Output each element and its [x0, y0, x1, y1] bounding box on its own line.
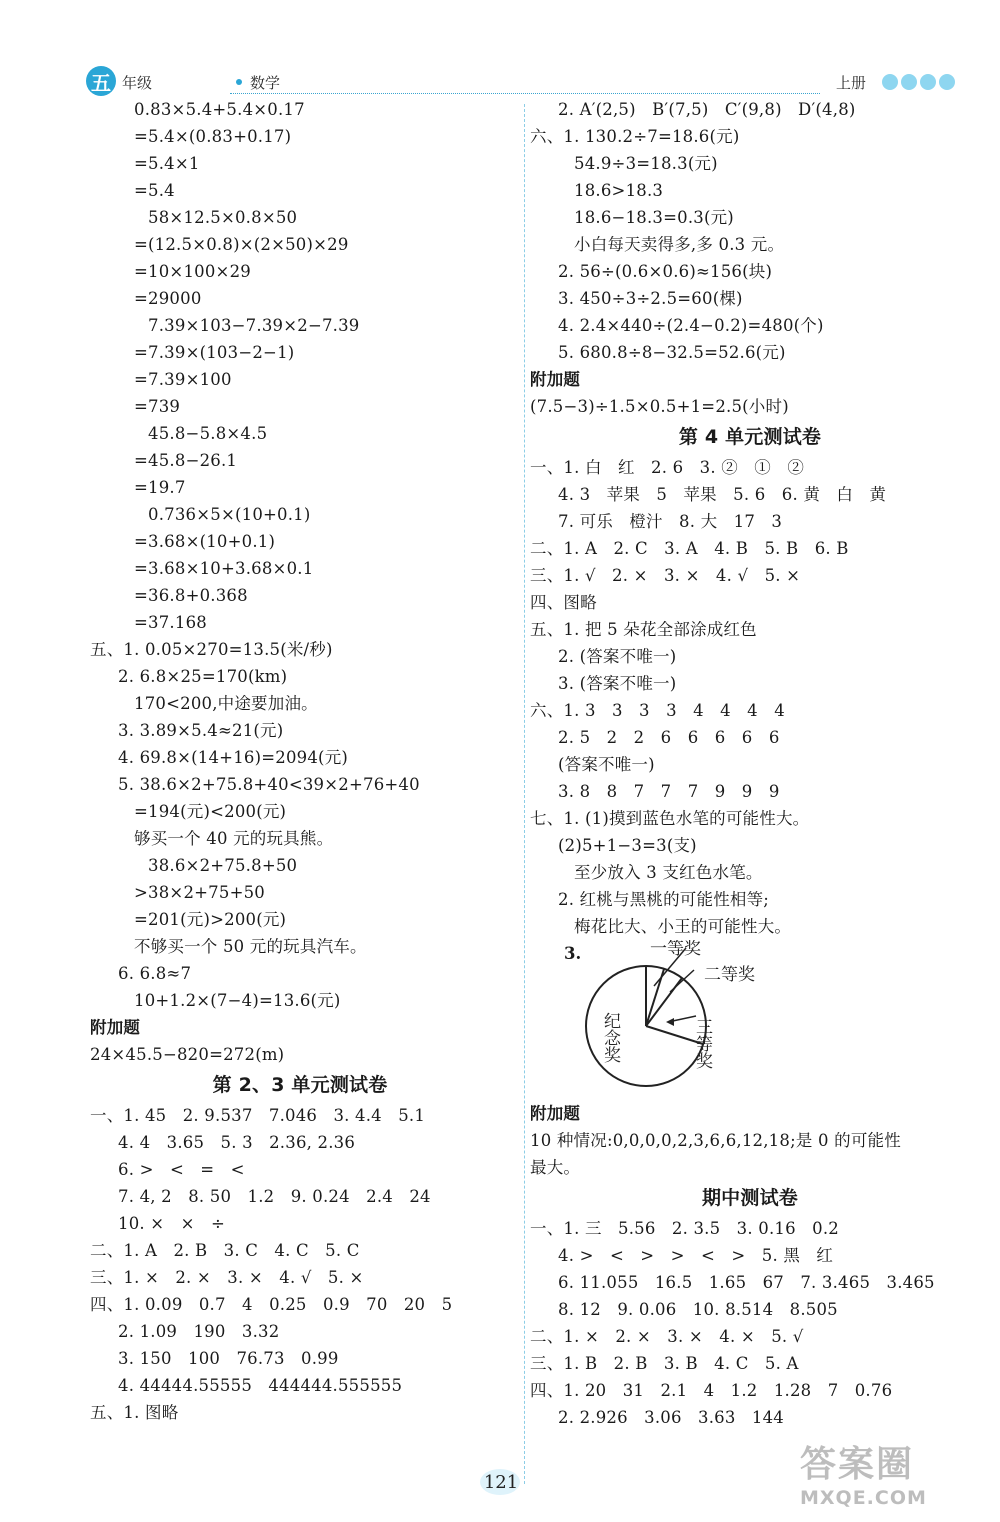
answer-line: 3. 8 8 7 7 7 9 9 9 — [558, 782, 780, 801]
page-number: 121 — [478, 1468, 524, 1498]
answer-line: 24×45.5−820=272(m) — [90, 1045, 285, 1064]
right-column-bottom — [530, 1100, 970, 1431]
answer-line: 18.6−18.3=0.3(元) — [574, 208, 734, 227]
answer-line: 最大。 — [530, 1158, 581, 1177]
section-title: 第 4 单元测试卷 — [678, 426, 822, 448]
answer-line: 45.8−5.8×4.5 — [148, 424, 268, 443]
header-divider — [230, 93, 820, 94]
answer-line: 5. 680.8÷8−32.5=52.6(元) — [558, 343, 786, 362]
answer-line: 54.9÷3=18.3(元) — [574, 154, 718, 173]
answer-line: =7.39×(103−2−1) — [134, 343, 295, 362]
answer-line: =19.7 — [134, 478, 186, 497]
decor-dot — [901, 74, 917, 90]
answer-line: 4. > < > > < > 5. 黑 红 — [558, 1246, 834, 1265]
answer-line: =201(元)>200(元) — [134, 910, 287, 929]
answer-line: 至少放入 3 支红色水笔。 — [574, 863, 763, 882]
answer-line: 不够买一个 50 元的玩具汽车。 — [134, 937, 367, 956]
answer-line: 附加题 — [530, 370, 581, 389]
answer-line: 7. 4, 2 8. 50 1.2 9. 0.24 2.4 24 — [118, 1187, 431, 1206]
site-watermark — [800, 1436, 990, 1516]
answer-line: =739 — [134, 397, 181, 416]
label-first-prize: 一等奖 — [650, 940, 701, 959]
answer-line: 38.6×2+75.8+50 — [148, 856, 298, 875]
answer-line: 2. 红桃与黑桃的可能性相等; — [558, 890, 770, 909]
answer-line: =37.168 — [134, 613, 207, 632]
answer-line: 三、1. × 2. × 3. × 4. √ 5. × — [90, 1268, 364, 1287]
answer-line: 2. 1.09 190 3.32 — [118, 1322, 280, 1341]
subject-label: 数学 — [250, 74, 281, 92]
answer-line: 四、1. 20 31 2.1 4 1.2 1.28 7 0.76 — [530, 1381, 893, 1400]
answer-line: 7. 可乐 橙汁 8. 大 17 3 — [558, 512, 783, 531]
header-dot — [236, 79, 242, 85]
answer-line: (答案不唯一) — [558, 755, 655, 774]
answer-line: =5.4×(0.83+0.17) — [134, 127, 292, 146]
pie-answer — [530, 940, 970, 1100]
answer-line: 一、1. 三 5.56 2. 3.5 3. 0.16 0.2 — [530, 1219, 839, 1238]
answer-line: 4. 69.8×(14+16)=2094(元) — [118, 748, 349, 767]
answer-line: 5. 38.6×2+75.8+40<39×2+76+40 — [118, 775, 420, 794]
answer-line: 一、1. 45 2. 9.537 7.046 3. 4.4 5.1 — [90, 1106, 426, 1125]
answer-line: 4. 2.4×440÷(2.4−0.2)=480(个) — [558, 316, 824, 335]
answer-line: 附加题 — [530, 1104, 581, 1123]
section-title: 第 2、3 单元测试卷 — [212, 1074, 388, 1096]
answer-line: 三、1. √ 2. × 3. × 4. √ 5. × — [530, 566, 801, 585]
answer-line: 四、1. 0.09 0.7 4 0.25 0.9 70 20 5 — [90, 1295, 453, 1314]
answer-line: =3.68×(10+0.1) — [134, 532, 276, 551]
answer-line: =(12.5×0.8)×(2×50)×29 — [134, 235, 349, 254]
answer-line: 附加题 — [90, 1018, 141, 1037]
prize-pie-chart — [574, 940, 814, 1100]
answer-line: 2. 6.8×25=170(km) — [118, 667, 288, 686]
answer-line: =36.8+0.368 — [134, 586, 248, 605]
answer-line: 7.39×103−7.39×2−7.39 — [148, 316, 360, 335]
decor-dot — [939, 74, 955, 90]
answer-line: 6. > < = < — [118, 1160, 245, 1179]
pie-question-number: 3. — [564, 944, 582, 963]
answer-line: 3. (答案不唯一) — [558, 674, 677, 693]
decor-dot — [882, 74, 898, 90]
section-title: 期中测试卷 — [701, 1187, 798, 1209]
answer-line: 六、1. 3 3 3 3 4 4 4 4 — [530, 701, 785, 720]
third-prize-arrowhead — [666, 1018, 674, 1026]
answer-line: 三、1. B 2. B 3. B 4. C 5. A — [530, 1354, 799, 1373]
header-decor-dots — [882, 74, 955, 90]
answer-line: 0.83×5.4+5.4×0.17 — [134, 100, 305, 119]
answer-line: 五、1. 0.05×270=13.5(米/秒) — [90, 640, 333, 659]
answer-line: =5.4 — [134, 181, 175, 200]
answer-line: 0.736×5×(10+0.1) — [148, 505, 311, 524]
answer-line: 五、1. 图略 — [90, 1403, 179, 1422]
answer-line: 58×12.5×0.8×50 — [148, 208, 298, 227]
decor-dot — [920, 74, 936, 90]
answer-line: =7.39×100 — [134, 370, 232, 389]
answer-line: (2)5+1−3=3(支) — [558, 836, 697, 855]
answer-line: 2. 2.926 3.06 3.63 144 — [558, 1408, 784, 1427]
answer-line: 2. 56÷(0.6×0.6)≈156(块) — [558, 262, 773, 281]
right-column — [530, 96, 970, 1431]
answer-line: 10+1.2×(7−4)=13.6(元) — [134, 991, 341, 1010]
answer-line: 4. 3 苹果 5 苹果 5. 6 6. 黄 白 黄 — [558, 485, 887, 504]
answer-line: =29000 — [134, 289, 202, 308]
answer-line: 10 种情况:0,0,0,0,2,3,6,6,12,18;是 0 的可能性 — [530, 1131, 901, 1150]
grade-label: 年级 — [122, 74, 153, 92]
column-divider — [524, 104, 525, 1484]
answer-line: 二、1. × 2. × 3. × 4. × 5. √ — [530, 1327, 804, 1346]
answer-line: 6. 11.055 16.5 1.65 67 7. 3.465 3.465 — [558, 1273, 935, 1292]
answer-line: =45.8−26.1 — [134, 451, 238, 470]
answer-line: 3. 3.89×5.4≈21(元) — [118, 721, 284, 740]
answer-line: 10. × × ÷ — [118, 1214, 226, 1233]
answer-line: 4. 44444.55555 444444.555555 — [118, 1376, 403, 1395]
answer-line: 3. 450÷3÷2.5=60(棵) — [558, 289, 743, 308]
answer-line: 七、1. (1)摸到蓝色水笔的可能性大。 — [530, 809, 810, 828]
answer-line: >38×2+75+50 — [134, 883, 265, 902]
watermark-logo-text: 答案圈 — [800, 1444, 915, 1485]
answer-line: 六、1. 130.2÷7=18.6(元) — [530, 127, 740, 146]
answer-line: 6. 6.8≈7 — [118, 964, 192, 983]
answer-line: =10×100×29 — [134, 262, 251, 281]
answer-line: =5.4×1 — [134, 154, 200, 173]
answer-line: 8. 12 9. 0.06 10. 8.514 8.505 — [558, 1300, 838, 1319]
answer-line: 2. A′(2,5) B′(7,5) C′(9,8) D′(4,8) — [558, 100, 856, 119]
watermark-url: MXQE.COM — [800, 1487, 927, 1509]
label-second-prize: 二等奖 — [704, 965, 755, 985]
answer-line: =194(元)<200(元) — [134, 802, 287, 821]
answer-line: 一、1. 白 红 2. 6 3. ② ① ② — [530, 458, 805, 477]
answer-line: 够买一个 40 元的玩具熊。 — [134, 829, 334, 848]
right-column-top — [530, 96, 970, 940]
answer-line: 二、1. A 2. C 3. A 4. B 5. B 6. B — [530, 539, 849, 558]
answer-line: 18.6>18.3 — [574, 181, 664, 200]
answer-line: (7.5−3)÷1.5×0.5+1=2.5(小时) — [530, 397, 789, 416]
answer-line: 2. 5 2 2 6 6 6 6 6 — [558, 728, 780, 747]
answer-line: 二、1. A 2. B 3. C 4. C 5. C — [90, 1241, 360, 1260]
left-column — [90, 96, 510, 1426]
answer-line: 3. 150 100 76.73 0.99 — [118, 1349, 339, 1368]
answer-line: 4. 4 3.65 5. 3 2.36, 2.36 — [118, 1133, 356, 1152]
volume-label: 上册 — [836, 74, 867, 92]
answer-line: 170<200,中途要加油。 — [134, 694, 318, 713]
answer-line: =3.68×10+3.68×0.1 — [134, 559, 314, 578]
label-souvenir-prize: 纪念奖 — [600, 1012, 620, 1063]
answer-line: 四、图略 — [530, 593, 597, 612]
answer-line: 梅花比大、小王的可能性大。 — [574, 917, 792, 936]
grade-badge: 五 — [86, 66, 116, 96]
label-third-prize: 三等奖 — [692, 1018, 712, 1069]
answer-line: 2. (答案不唯一) — [558, 647, 677, 666]
answer-line: 小白每天卖得多,多 0.3 元。 — [574, 235, 785, 254]
answer-line: 五、1. 把 5 朵花全部涂成红色 — [530, 620, 757, 639]
